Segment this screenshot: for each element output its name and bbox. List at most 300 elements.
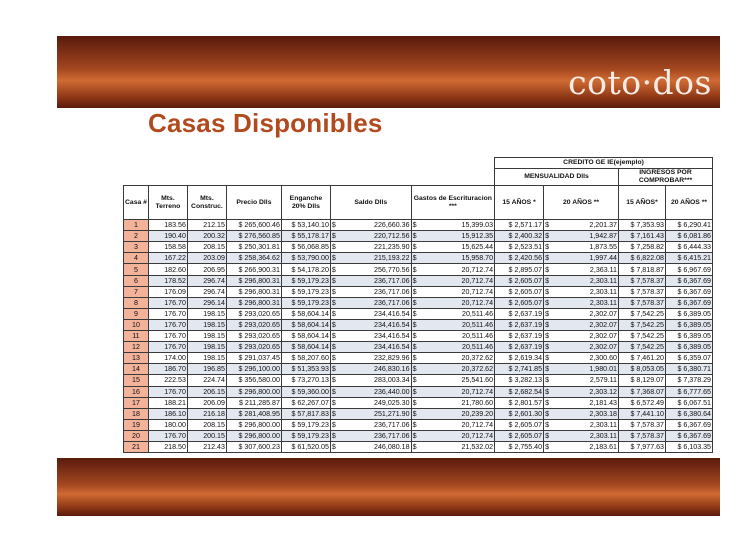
table-cell: 212.43 (187, 441, 226, 452)
casa-number: 15 (124, 375, 149, 386)
table-cell: 198.15 (187, 342, 226, 353)
table-cell: $ 6,444.33 (666, 242, 713, 253)
table-cell: 176.70 (148, 308, 187, 319)
table-cell: 256,770.56 (339, 264, 411, 275)
table-cell: $ (544, 319, 553, 330)
table-cell: $ (544, 297, 553, 308)
table-cell: 232,829.96 (339, 353, 411, 364)
table-cell: 216.18 (187, 408, 226, 419)
table-cell: 15,958.70 (420, 253, 495, 264)
table-cell: 206.95 (187, 264, 226, 275)
table-cell: 176.70 (148, 430, 187, 441)
casa-number: 3 (124, 242, 149, 253)
table-cell: 20,372.62 (420, 353, 495, 364)
table-cell: $ 2,619.34 (495, 353, 544, 364)
table-cell: $ 6,367.69 (666, 419, 713, 430)
table-cell: $ 2,523.51 (495, 242, 544, 253)
table-cell: $ 53,140.10 (281, 220, 330, 231)
table-cell: $ 58,604.14 (281, 331, 330, 342)
table-cell: $ 296,800.00 (226, 386, 281, 397)
table-cell: $ 2,637.19 (495, 331, 544, 342)
table-cell: $ (330, 419, 339, 430)
table-cell: $ (411, 220, 420, 231)
table-cell: $ 6,067.51 (666, 397, 713, 408)
table-cell: 246,830.16 (339, 364, 411, 375)
table-cell: $ (544, 342, 553, 353)
table-cell: 20,511.46 (420, 331, 495, 342)
table-cell: 296.14 (187, 297, 226, 308)
table-cell: 2,302.07 (552, 308, 618, 319)
table-cell: 203.09 (187, 253, 226, 264)
table-cell: 20,511.46 (420, 319, 495, 330)
table-cell: 186.70 (148, 364, 187, 375)
table-cell: $ (330, 430, 339, 441)
table-cell: $ (411, 364, 420, 375)
table-cell: 2,302.07 (552, 331, 618, 342)
table-cell: $ (544, 231, 553, 242)
table-cell: $ 6,777.65 (666, 386, 713, 397)
table-cell: $ 6,103.35 (666, 441, 713, 452)
houses-table (123, 157, 713, 453)
table-cell: $ (330, 264, 339, 275)
table-cell: $ (544, 275, 553, 286)
table-row (124, 364, 713, 375)
table-cell: $ 7,578.37 (619, 275, 666, 286)
table-cell: 20,511.46 (420, 308, 495, 319)
table-cell: $ 296,800.00 (226, 430, 281, 441)
table-cell: $ 6,389.05 (666, 308, 713, 319)
table-cell: $ (544, 419, 553, 430)
table-cell: $ 7,542.25 (619, 342, 666, 353)
table-cell: $ 2,741.85 (495, 364, 544, 375)
casa-number: 17 (124, 397, 149, 408)
table-row (124, 331, 713, 342)
table-row (124, 297, 713, 308)
table-cell: $ (411, 419, 420, 430)
footer-banner (57, 458, 720, 516)
table-cell: 218.50 (148, 441, 187, 452)
table-row (124, 308, 713, 319)
table-cell: $ 250,301.81 (226, 242, 281, 253)
table-row (124, 408, 713, 419)
col-header-15-anos: 15 AÑOS * (495, 186, 544, 220)
table-cell: 20,712.74 (420, 286, 495, 297)
casa-number: 7 (124, 286, 149, 297)
table-cell: $ 7,542.25 (619, 319, 666, 330)
table-cell: $ 2,637.19 (495, 319, 544, 330)
table-cell: 176.70 (148, 297, 187, 308)
table-cell: $ (544, 397, 553, 408)
table-cell: $ (330, 297, 339, 308)
table-cell: $ (330, 242, 339, 253)
table-row (124, 353, 713, 364)
table-cell: $ 7,578.37 (619, 297, 666, 308)
table-cell: $ (330, 275, 339, 286)
table-cell: $ (544, 386, 553, 397)
table-cell: 21,532.02 (420, 441, 495, 452)
casa-number: 16 (124, 386, 149, 397)
table-cell: $ (411, 264, 420, 275)
table-cell: 220,712.56 (339, 231, 411, 242)
table-cell: $ 6,367.69 (666, 297, 713, 308)
table-row (124, 441, 713, 452)
table-cell: 2,303.11 (552, 286, 618, 297)
table-cell: 221,235.90 (339, 242, 411, 253)
table-cell: 20,712.74 (420, 419, 495, 430)
table-cell: 15,912.35 (420, 231, 495, 242)
table-cell: 234,416.54 (339, 342, 411, 353)
table-cell: 2,302.07 (552, 342, 618, 353)
table-cell: $ (544, 331, 553, 342)
table-cell: $ (330, 386, 339, 397)
table-cell: $ 281,408.95 (226, 408, 281, 419)
table-cell: $ (411, 231, 420, 242)
table-cell: $ (411, 275, 420, 286)
table-cell: 1,980.01 (552, 364, 618, 375)
table-cell: $ (411, 342, 420, 353)
table-cell: 20,712.74 (420, 264, 495, 275)
table-cell: $ 3,282.13 (495, 375, 544, 386)
table-cell: 198.15 (187, 331, 226, 342)
col-header-terreno: Mts. Terreno (148, 186, 187, 220)
credit-group-header: CREDITO GE IE(ejemplo) (495, 158, 713, 169)
table-cell: $ (330, 308, 339, 319)
table-cell: $ 293,020.65 (226, 319, 281, 330)
table-row (124, 430, 713, 441)
table-cell: 20,511.46 (420, 342, 495, 353)
table-cell: $ 54,178.20 (281, 264, 330, 275)
table-cell: $ (411, 319, 420, 330)
table-cell: $ 2,605.07 (495, 297, 544, 308)
table-cell: $ 59,360.00 (281, 386, 330, 397)
table-cell: $ (544, 441, 553, 452)
table-cell: $ (544, 242, 553, 253)
table-cell: 2,303.18 (552, 408, 618, 419)
table-cell: $ (411, 408, 420, 419)
table-cell: $ 6,572.49 (619, 397, 666, 408)
table-cell: $ 296,800.31 (226, 297, 281, 308)
table-cell: 283,003.34 (339, 375, 411, 386)
table-cell: 15,625.44 (420, 242, 495, 253)
table-cell: 2,181.43 (552, 397, 618, 408)
table-cell: $ (330, 342, 339, 353)
table-cell: 2,303.11 (552, 419, 618, 430)
table-cell: $ 6,822.08 (619, 253, 666, 264)
table-cell: $ (544, 286, 553, 297)
table-cell: $ 59,179.23 (281, 286, 330, 297)
table-cell: $ 296,800.00 (226, 419, 281, 430)
table-cell: $ 293,020.65 (226, 342, 281, 353)
table-cell: $ 293,020.65 (226, 308, 281, 319)
table-cell: $ 7,461.20 (619, 353, 666, 364)
table-cell: 236,717.06 (339, 286, 411, 297)
table-cell: 20,712.74 (420, 275, 495, 286)
table-cell: 2,302.07 (552, 319, 618, 330)
table-cell: $ (544, 430, 553, 441)
table-cell: $ (411, 308, 420, 319)
table-cell: $ 73,270.13 (281, 375, 330, 386)
table-cell: $ 6,967.69 (666, 264, 713, 275)
casa-number: 2 (124, 231, 149, 242)
col-header-15-anos-ingresos: 15 AÑOS* (619, 186, 666, 220)
table-cell: 2,303.11 (552, 297, 618, 308)
table-cell: $ 6,389.05 (666, 342, 713, 353)
table-cell: $ (330, 286, 339, 297)
table-cell: $ 7,977.63 (619, 441, 666, 452)
table-cell: $ 6,081.86 (666, 231, 713, 242)
table-cell: 174.00 (148, 353, 187, 364)
table-cell: $ 2,801.57 (495, 397, 544, 408)
table-cell: 296.74 (187, 286, 226, 297)
casa-number: 9 (124, 308, 149, 319)
table-cell: 200.15 (187, 430, 226, 441)
table-row (124, 286, 713, 297)
table-cell: 234,416.54 (339, 319, 411, 330)
table-cell: $ 6,389.05 (666, 319, 713, 330)
table-row (124, 397, 713, 408)
table-cell: $ 8,129.07 (619, 375, 666, 386)
casa-number: 8 (124, 297, 149, 308)
table-cell: $ (544, 253, 553, 264)
table-cell: $ 265,600.46 (226, 220, 281, 231)
table-cell: $ 8,053.05 (619, 364, 666, 375)
table-cell: $ 53,790.00 (281, 253, 330, 264)
casa-number: 13 (124, 353, 149, 364)
table-cell: 2,183.61 (552, 441, 618, 452)
table-cell: 176.70 (148, 342, 187, 353)
table-cell: $ (544, 364, 553, 375)
table-cell: $ 258,364.62 (226, 253, 281, 264)
table-cell: 167.22 (148, 253, 187, 264)
table-cell: $ 58,207.60 (281, 353, 330, 364)
table-cell: 222.53 (148, 375, 187, 386)
casa-number: 6 (124, 275, 149, 286)
table-cell: $ (330, 364, 339, 375)
table-cell: $ 2,682.54 (495, 386, 544, 397)
table-cell: $ (330, 408, 339, 419)
mensualidad-header: MENSUALIDAD Dlls (495, 169, 619, 186)
table-cell: 15,399.03 (420, 220, 495, 231)
table-cell: $ 7,542.25 (619, 308, 666, 319)
table-cell: 2,303.11 (552, 430, 618, 441)
table-cell: 198.15 (187, 353, 226, 364)
col-header-gastos: Gastos de Escrituracion *** (411, 186, 495, 220)
table-cell: $ 6,359.07 (666, 353, 713, 364)
table-cell: $ 6,389.05 (666, 331, 713, 342)
table-cell: $ 296,100.00 (226, 364, 281, 375)
table-cell: 226,660.36 (339, 220, 411, 231)
table-cell: 186.10 (148, 408, 187, 419)
table-cell: 2,363.11 (552, 264, 618, 275)
casa-number: 21 (124, 441, 149, 452)
ingresos-header: INGRESOS POR COMPROBAR*** (619, 169, 713, 186)
table-cell: $ (544, 375, 553, 386)
table-cell: 208.15 (187, 242, 226, 253)
header-banner (57, 36, 720, 108)
table-cell: $ 276,560.85 (226, 231, 281, 242)
table-cell: $ 51,353.93 (281, 364, 330, 375)
table-cell: $ 293,020.65 (226, 331, 281, 342)
table-cell: $ (544, 308, 553, 319)
table-cell: 20,372.62 (420, 364, 495, 375)
table-row (124, 220, 713, 231)
table-cell: 236,717.06 (339, 430, 411, 441)
table-cell: $ (411, 297, 420, 308)
table-row (124, 342, 713, 353)
table-cell: $ 59,179.23 (281, 430, 330, 441)
table-cell: 20,712.74 (420, 297, 495, 308)
casa-number: 19 (124, 419, 149, 430)
table-cell: 236,717.06 (339, 419, 411, 430)
table-cell: $ 2,637.19 (495, 342, 544, 353)
table-cell: $ 266,900.31 (226, 264, 281, 275)
table-cell: $ 6,415.21 (666, 253, 713, 264)
table-cell: 206.15 (187, 386, 226, 397)
table-cell: $ 307,600.23 (226, 441, 281, 452)
table-cell: 208.15 (187, 419, 226, 430)
casa-number: 1 (124, 220, 149, 231)
table-cell: $ 6,367.69 (666, 275, 713, 286)
table-cell: 182.60 (148, 264, 187, 275)
table-cell: $ 291,037.45 (226, 353, 281, 364)
table-cell: $ 6,380.64 (666, 408, 713, 419)
table-cell: $ (330, 353, 339, 364)
col-header-construccion: Mts. Construc. (187, 186, 226, 220)
table-cell: $ (411, 430, 420, 441)
table-cell: 215,193.22 (339, 253, 411, 264)
table-cell: $ 7,578.37 (619, 430, 666, 441)
table-cell: 176.70 (148, 331, 187, 342)
table-cell: 158.58 (148, 242, 187, 253)
table-row (124, 231, 713, 242)
page-title: Casas Disponibles (148, 108, 383, 138)
table-cell: $ 7,818.87 (619, 264, 666, 275)
table-cell: $ 7,258.82 (619, 242, 666, 253)
table-cell: $ (544, 353, 553, 364)
table-cell: $ 2,605.07 (495, 286, 544, 297)
table-cell: $ (544, 220, 553, 231)
table-cell: 236,717.06 (339, 297, 411, 308)
table-cell: 196.85 (187, 364, 226, 375)
table-cell: 176.70 (148, 386, 187, 397)
table-cell: 236,440.00 (339, 386, 411, 397)
table-cell: $ (411, 253, 420, 264)
table-cell: $ 7,578.37 (619, 286, 666, 297)
table-cell: $ 7,378.29 (666, 375, 713, 386)
table-cell: $ 2,571.17 (495, 220, 544, 231)
table-cell: $ (411, 441, 420, 452)
col-header-20-anos-ingresos: 20 AÑOS ** (666, 186, 713, 220)
table-cell: $ (330, 397, 339, 408)
table-cell: $ (544, 264, 553, 275)
table-cell: $ 2,895.07 (495, 264, 544, 275)
table-cell: $ 58,604.14 (281, 308, 330, 319)
table-cell: 2,579.11 (552, 375, 618, 386)
table-cell: 1,873.55 (552, 242, 618, 253)
table-cell: $ 6,380.71 (666, 364, 713, 375)
table-cell: $ (411, 331, 420, 342)
col-header-saldo: Saldo Dlls (330, 186, 411, 220)
table-cell: $ (330, 231, 339, 242)
casa-number: 4 (124, 253, 149, 264)
table-cell: 198.15 (187, 308, 226, 319)
table-cell: 234,416.54 (339, 331, 411, 342)
col-header-20-anos: 20 AÑOS ** (544, 186, 619, 220)
table-cell: $ 2,420.56 (495, 253, 544, 264)
table-cell: 176.70 (148, 319, 187, 330)
table-cell: $ 356,580.00 (226, 375, 281, 386)
table-cell: $ (411, 353, 420, 364)
casa-number: 12 (124, 342, 149, 353)
casa-number: 18 (124, 408, 149, 419)
company-logo: coto·dos (568, 63, 712, 102)
table-cell: 190.40 (148, 231, 187, 242)
table-cell: 296.74 (187, 275, 226, 286)
table-cell: $ 59,179.23 (281, 275, 330, 286)
table-cell: 234,416.54 (339, 308, 411, 319)
table-cell: $ 7,578.37 (619, 419, 666, 430)
table-cell: 200.32 (187, 231, 226, 242)
table-cell: $ 56,068.85 (281, 242, 330, 253)
table-cell: $ 2,605.07 (495, 419, 544, 430)
table-cell: $ (411, 386, 420, 397)
table-cell: $ (330, 375, 339, 386)
table-cell: 249,025.30 (339, 397, 411, 408)
table-row (124, 264, 713, 275)
table-cell: 236,717.06 (339, 275, 411, 286)
table-cell: $ 2,605.07 (495, 430, 544, 441)
casa-number: 11 (124, 331, 149, 342)
table-cell: $ 211,285.87 (226, 397, 281, 408)
table-cell: $ 59,179.23 (281, 297, 330, 308)
col-header-enganche: Enganche 20% Dlls (281, 186, 330, 220)
table-cell: $ 7,161.43 (619, 231, 666, 242)
table-cell: $ (544, 408, 553, 419)
table-row (124, 386, 713, 397)
table-cell: $ 6,367.69 (666, 286, 713, 297)
table-cell: 180.00 (148, 419, 187, 430)
table-cell: 198.15 (187, 319, 226, 330)
table-cell: $ 61,520.05 (281, 441, 330, 452)
table-cell: 212.15 (187, 220, 226, 231)
table-row (124, 375, 713, 386)
col-header-casa: Casa # (124, 186, 149, 220)
table-cell: $ 2,755.40 (495, 441, 544, 452)
table-cell: 206.09 (187, 397, 226, 408)
table-cell: $ 2,400.32 (495, 231, 544, 242)
table-cell: $ 7,368.07 (619, 386, 666, 397)
table-cell: 176.09 (148, 286, 187, 297)
table-cell: $ 62,267.07 (281, 397, 330, 408)
col-header-precio: Precio Dlls (226, 186, 281, 220)
table-row (124, 242, 713, 253)
table-cell: $ (411, 286, 420, 297)
table-cell: $ (411, 397, 420, 408)
table-cell: 21,780.60 (420, 397, 495, 408)
table-cell: $ (411, 375, 420, 386)
table-cell: $ (330, 319, 339, 330)
table-row (124, 319, 713, 330)
table-cell: $ (411, 242, 420, 253)
table-cell: 20,712.74 (420, 430, 495, 441)
table-cell: $ 7,542.25 (619, 331, 666, 342)
table-cell: $ 296,800.31 (226, 275, 281, 286)
casa-number: 10 (124, 319, 149, 330)
table-cell: 1,997.44 (552, 253, 618, 264)
table-cell: 2,303.11 (552, 275, 618, 286)
table-cell: $ 6,290.41 (666, 220, 713, 231)
table-row (124, 419, 713, 430)
